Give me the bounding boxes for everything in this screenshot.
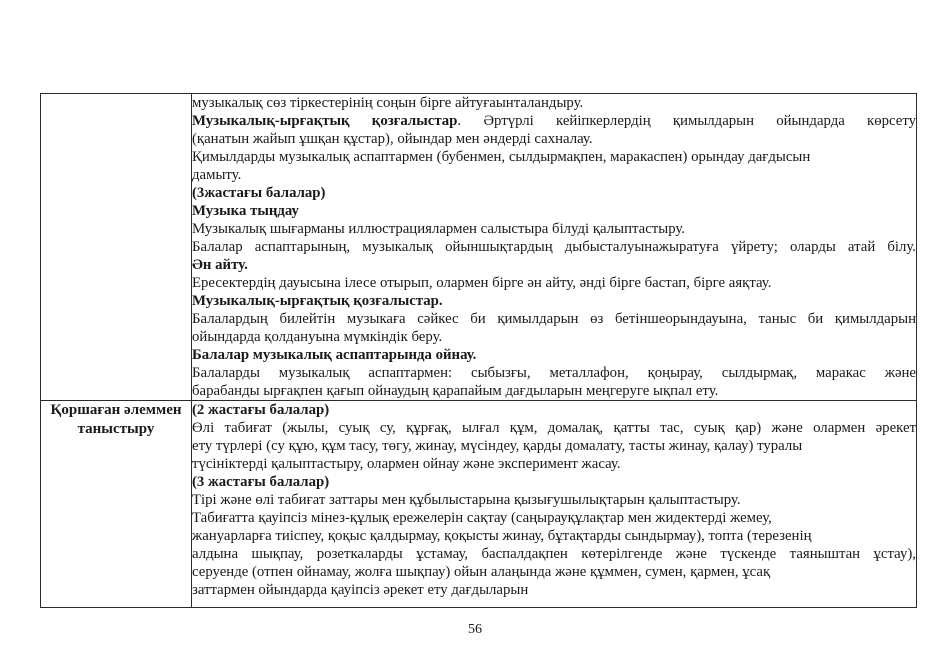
text-line [192, 509, 916, 527]
text-line [192, 581, 916, 599]
text-segment: заттармен ойындарда қауіпсіз әрекет ету дағдыларын [192, 582, 529, 598]
text-line [192, 220, 916, 238]
text-line [192, 112, 916, 130]
text-line [192, 274, 916, 292]
text-segment: түсініктерді қалыптастыру, олармен ойнау және эксперимент жасау. [192, 456, 621, 472]
text-segment: Ересектердің дауысына ілесе отырып, олармен бірге ән айту, әнді бірге бастап, бірге аяқтау. [192, 275, 772, 291]
bold-text-segment: Музыка тыңдау [192, 203, 299, 219]
text-line [192, 346, 916, 364]
bold-text-segment: Ән айту. [192, 257, 248, 273]
text-segment: серуенде (отпен ойнамау, жолға шықпау) ойын алаңында және құммен, сумен, қармен, ұсақ [192, 564, 771, 580]
bold-text-segment: Музыкалық-ырғақтық қозғалыстар. [192, 293, 443, 309]
row-content-cell [192, 94, 917, 401]
text-line [192, 491, 916, 509]
text-segment: жануарларға тиіспеу, қоқыс қалдырмау, қоқысты жинау, бұтақтарды сындырмау), топта (терезенің [192, 528, 812, 544]
text-segment: Балалардың билейтін музыкаға сәйкес би қимылдарын өз бетіншеорындауына, таныс би қимылдарын [192, 311, 916, 327]
text-segment: Тірі және өлі табиғат заттары мен құбылыстарына қызығушылықтарын қалыптастыру. [192, 492, 741, 508]
bold-text-segment: (3 жастағы балалар) [192, 474, 330, 490]
text-segment: Қимылдарды музыкалық аспаптармен (бубенмен, сылдырмақпен, маракаспен) орындау дағдысын [192, 149, 811, 165]
text-segment: алдына шықпау, розеткаларды ұстамау, баспалдақпен көтерілгенде және түскенде таяныштан ұстау), [192, 546, 916, 562]
text-line [192, 202, 916, 220]
page-number: 56 [468, 622, 482, 637]
text-line [192, 166, 916, 184]
row-header-cell [41, 94, 192, 401]
row-content-cell [192, 401, 917, 608]
table-row-music-continued [41, 94, 917, 401]
bold-text-segment: (3жастағы балалар) [192, 185, 326, 201]
text-segment: дамыту. [192, 167, 242, 183]
bold-text-segment: Музыкалық-ырғақтық қозғалыстар [192, 113, 458, 129]
text-segment: Балалар аспаптарының, музыкалық ойыншықтардың дыбысталуынажыратуға үйрету; оларды атай білу. [192, 239, 916, 255]
text-line [192, 130, 916, 148]
text-segment: (қанатын жайып ұшқан құстар), ойындар мен әндерді сахналау. [192, 131, 593, 147]
text-line [192, 184, 916, 202]
content-table [40, 93, 917, 608]
text-segment: . Әртүрлі кейіпкерлердің қимылдарын ойындарда көрсету [457, 113, 916, 129]
text-line [192, 527, 916, 545]
text-segment: музыкалық сөз тіркестерінің соңын бірге айтуғаынталандыру. [192, 95, 584, 111]
text-line [192, 328, 916, 346]
text-line [192, 382, 916, 400]
bold-text-segment: (2 жастағы балалар) [192, 402, 330, 418]
text-line [192, 256, 916, 274]
text-line [192, 455, 916, 473]
text-segment: Өлі табиғат (жылы, суық су, құрғақ, ылғал құм, домалақ, қатты тас, суық қар) және олармен әрекет [192, 420, 916, 436]
text-line [192, 419, 916, 437]
text-segment: Музыкалық шығарманы иллюстрациялармен салыстыра білуді қалыптастыру. [192, 221, 686, 237]
row-header-line: таныстыру [77, 421, 155, 437]
text-line [192, 545, 916, 563]
row-header-cell [41, 401, 192, 608]
text-line [192, 563, 916, 581]
text-line [192, 238, 916, 256]
text-line [192, 401, 916, 419]
row-header-line: Қоршаған әлеммен [50, 402, 182, 418]
text-line [192, 310, 916, 328]
text-segment: Балаларды музыкалық аспаптармен: сыбызғы, металлафон, қоңырау, сылдырмақ, маракас және [192, 365, 916, 381]
text-segment: ету түрлері (су құю, құм тасу, төгу, жинау, мүсіндеу, қарды домалату, тасты жинау, қалау) туралы [192, 438, 803, 454]
text-segment: Табиғатта қауіпсіз мінез-құлық ережелерін сақтау (саңырауқұлақтар мен жидектерді жемеу, [192, 510, 772, 526]
text-line [192, 292, 916, 310]
text-line [192, 364, 916, 382]
text-line [192, 148, 916, 166]
text-line [192, 437, 916, 455]
bold-text-segment: Балалар музыкалық аспаптарында ойнау. [192, 347, 477, 363]
text-line [192, 473, 916, 491]
text-segment: ойындарда қолдануына мүмкіндік беру. [192, 329, 443, 345]
text-segment: барабанды ырғақпен қағып ойнаудың қарапайым дағдыларын меңгеруге ықпал ету. [192, 383, 719, 399]
table-row-qorshagan-alem [41, 401, 917, 608]
text-line [192, 94, 916, 112]
